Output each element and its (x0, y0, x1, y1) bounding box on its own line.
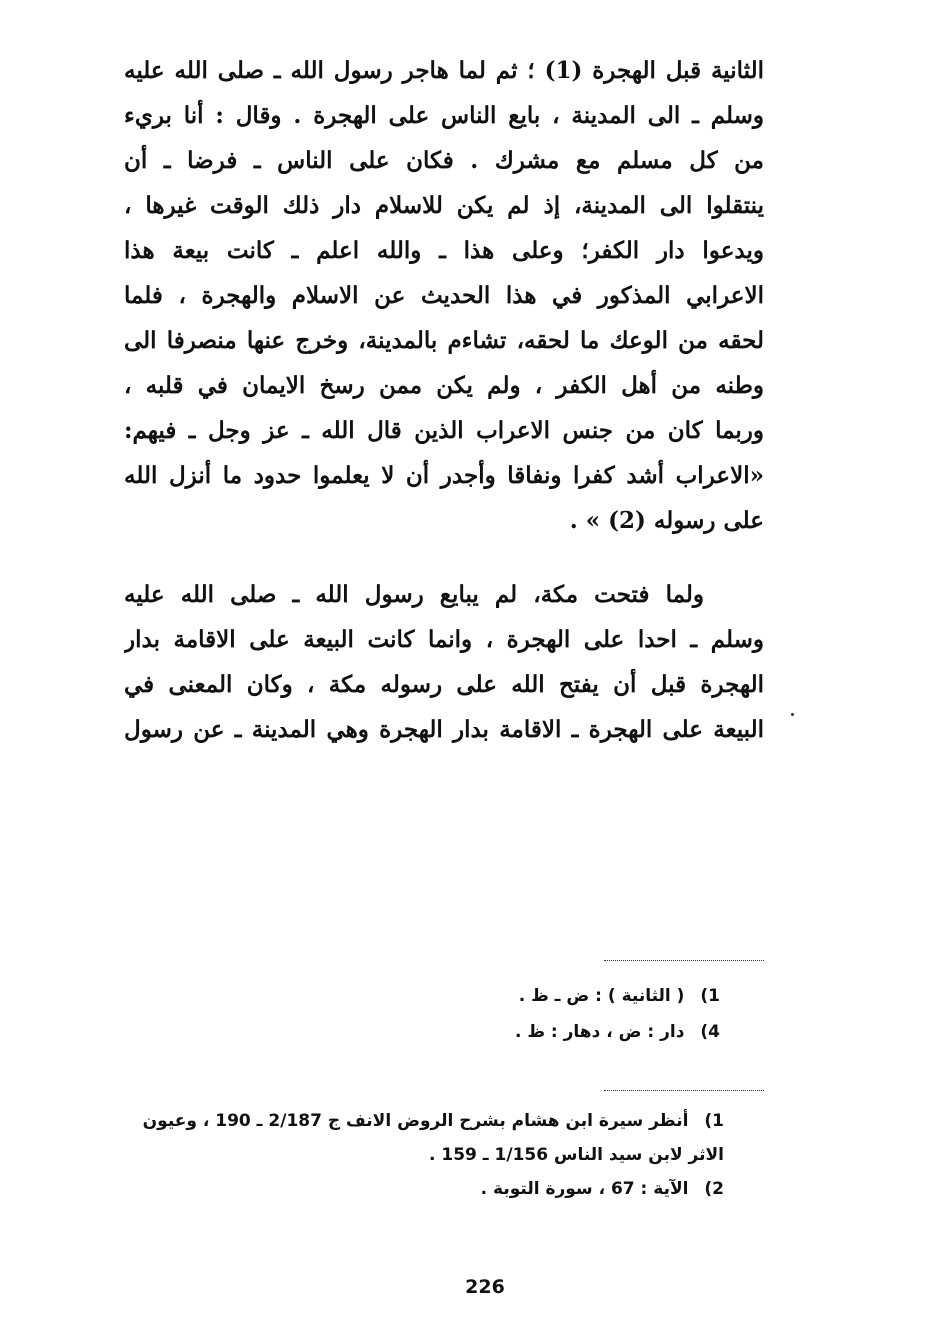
footnote-divider (604, 960, 764, 961)
text-line: وربما كان من جنس الاعراب الذين قال الله ـ عز وجل ـ فيهم: (124, 417, 764, 444)
note-text: دار : ض ، دهار : ظ . (514, 1022, 685, 1042)
text-line: على رسوله (2) » . (569, 507, 764, 534)
main-paragraph-2 (124, 572, 764, 752)
footnotes (124, 1104, 724, 1206)
footnote (124, 1172, 724, 1206)
footnote-continuation (124, 1138, 724, 1172)
text-line: من كل مسلم مع مشرك . فكان على الناس ـ فرضا ـ أن (124, 147, 764, 174)
variant-note (470, 978, 720, 1014)
note-number: 1) (700, 986, 720, 1006)
note-number: 2) (704, 1179, 724, 1199)
text-line: الهجرة قبل أن يفتح الله على رسوله مكة ، وكان المعنى في (124, 671, 764, 698)
text-line: الثانية قبل الهجرة (1) ؛ ثم لما هاجر رسول الله ـ صلى الله عليه (124, 57, 764, 84)
note-number: 4) (700, 1022, 720, 1042)
text-line: وسلم ـ الى المدينة ، بايع الناس على الهجرة . وقال : أنا بريء (124, 102, 764, 129)
note-text: الآية : 67 ، سورة التوبة . (480, 1179, 689, 1199)
text-line: لحقه من الوعك ما لحقه، تشاءم بالمدينة، وخرج عنها منصرفا الى (124, 327, 764, 354)
note-number: 1) (704, 1111, 724, 1131)
ink-speck (791, 713, 794, 716)
variant-note (470, 1014, 720, 1050)
footnote-divider (604, 1090, 764, 1091)
text-line: ينتقلوا الى المدينة، إذ لم يكن للاسلام دار ذلك الوقت غيرها ، (124, 192, 764, 219)
page-number: 226 (465, 1276, 505, 1298)
note-text: أنظر سيرة ابن هشام بشرح الروض الانف ج 2/187 ـ 190 ، وعيون (142, 1111, 689, 1131)
note-text: الاثر لابن سيد الناس 1/156 ـ 159 . (428, 1145, 724, 1165)
text-line: الاعرابي المذكور في هذا الحديث عن الاسلام والهجرة ، فلما (124, 282, 764, 309)
text-line: ولما فتحت مكة، لم يبايع رسول الله ـ صلى الله عليه (124, 581, 704, 608)
text-line: البيعة على الهجرة ـ الاقامة بدار الهجرة وهي المدينة ـ عن رسول (124, 716, 764, 743)
note-text: ( الثانية ) : ض ـ ظ . (518, 986, 685, 1006)
text-line: «الاعراب أشد كفرا ونفاقا وأجدر أن لا يعلموا حدود ما أنزل الله (124, 462, 764, 489)
text-line: ويدعوا دار الكفر؛ وعلى هذا ـ والله اعلم ـ كانت بيعة هذا (124, 237, 764, 264)
main-paragraph-1 (124, 48, 764, 543)
footnote (124, 1104, 724, 1138)
text-line: وطنه من أهل الكفر ، ولم يكن ممن رسخ الايمان في قلبه ، (124, 372, 764, 399)
variant-notes (470, 978, 720, 1050)
text-line: وسلم ـ احدا على الهجرة ، وانما كانت البيعة على الاقامة بدار (124, 626, 764, 653)
